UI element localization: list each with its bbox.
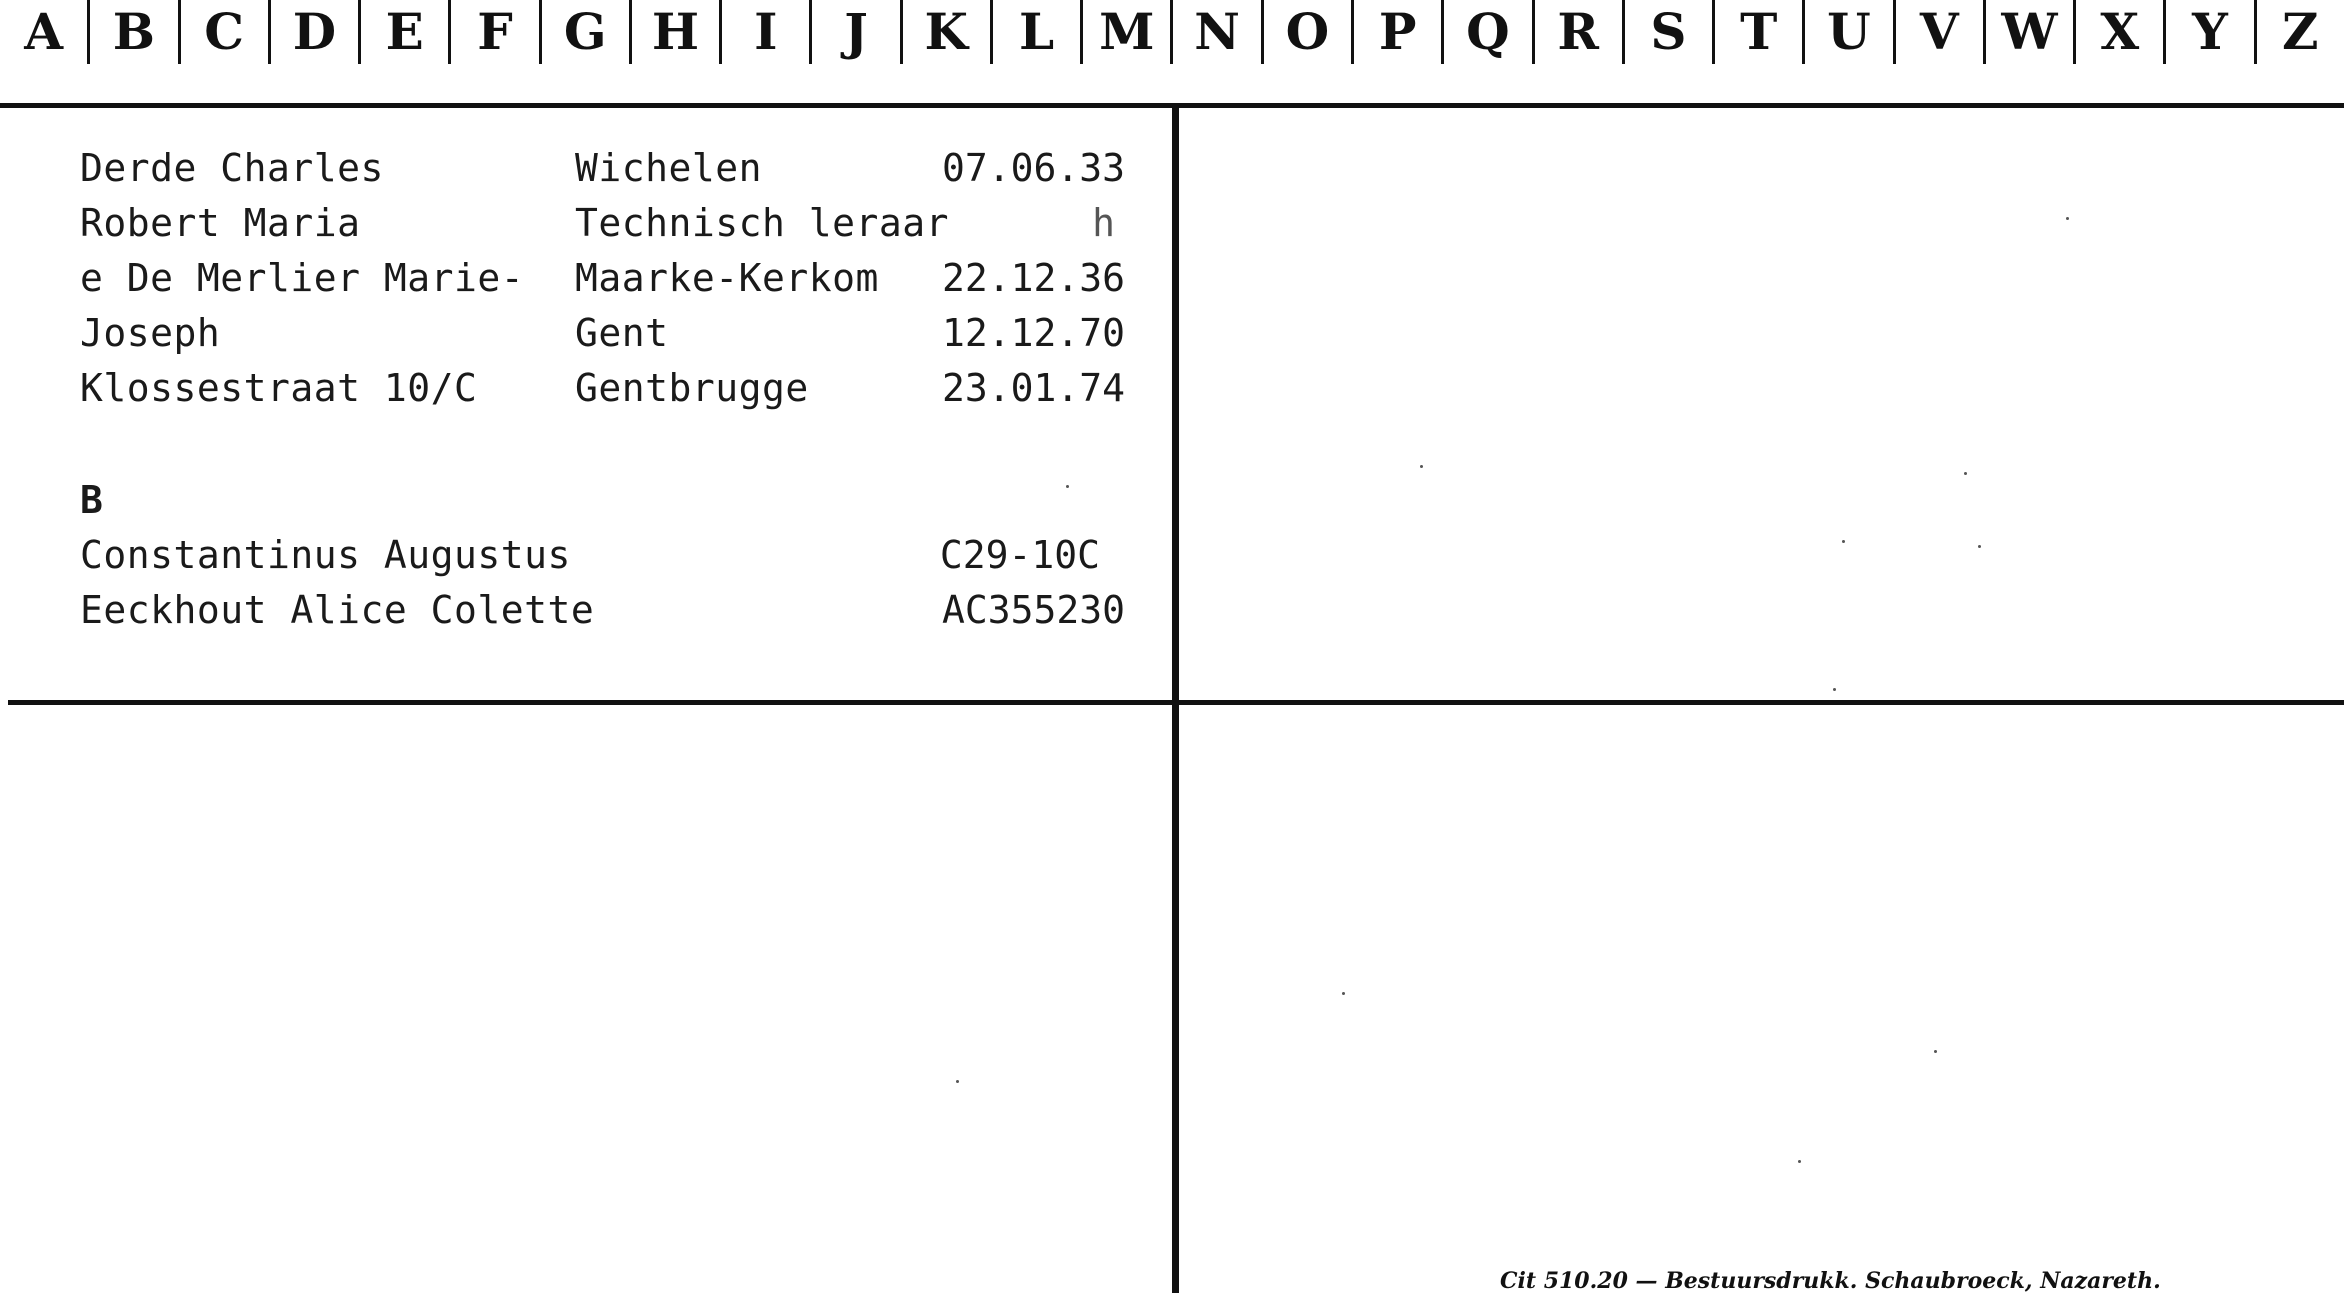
scan-speck <box>1798 1160 1801 1163</box>
tab-u: U <box>1805 0 1895 64</box>
entry-code: C29-10C <box>939 533 1100 577</box>
tab-f: F <box>451 0 541 64</box>
entry-place: Wichelen <box>575 146 763 190</box>
tab-p: P <box>1354 0 1444 64</box>
entry-name: Klossestraat 10/C <box>80 366 478 410</box>
tab-a: A <box>0 0 90 64</box>
tab-q: Q <box>1444 0 1534 64</box>
scan-speck <box>1833 688 1836 691</box>
entry-place: Gent <box>575 311 669 355</box>
entry-date: 23.01.74 <box>941 366 1125 410</box>
tab-m: M <box>1083 0 1173 64</box>
scan-speck <box>1964 472 1967 475</box>
scan-speck <box>1934 1050 1937 1053</box>
tab-g: G <box>542 0 632 64</box>
tab-z: Z <box>2282 2 2319 61</box>
tab-i: I <box>722 0 812 64</box>
entry-name: Derde Charles <box>80 146 384 190</box>
vertical-rule <box>1172 103 1179 1293</box>
section-letter: B <box>80 478 104 522</box>
tab-x: X <box>2076 0 2166 64</box>
tab-n: N <box>1173 0 1263 64</box>
entry-date: 22.12.36 <box>941 256 1125 300</box>
tab-b: B <box>90 0 180 64</box>
scan-speck <box>1420 465 1423 468</box>
tab-w: W <box>1986 0 2076 64</box>
tab-k: K <box>903 0 993 64</box>
entry-code: AC355230 <box>941 588 1125 632</box>
entry-date: h <box>1092 201 1115 245</box>
tab-o: O <box>1264 0 1354 64</box>
entry-name: Robert Maria <box>80 201 361 245</box>
tab-d: D <box>271 0 361 64</box>
tab-h: H <box>632 0 722 64</box>
entry-name: e De Merlier Marie- <box>80 256 525 300</box>
scan-speck <box>1342 992 1345 995</box>
scan-speck <box>1066 485 1069 488</box>
scan-speck <box>956 1080 959 1083</box>
entry-date: 12.12.70 <box>941 311 1125 355</box>
entry-place: Gentbrugge <box>575 366 809 410</box>
tab-y: Y <box>2166 0 2256 64</box>
scan-speck <box>1842 540 1845 543</box>
entry-name: Constantinus Augustus <box>80 533 571 577</box>
entry-name: Joseph <box>80 311 221 355</box>
scan-speck <box>2066 217 2069 220</box>
entry-place: Technisch leraar <box>575 201 950 245</box>
tab-v: V <box>1896 0 1986 64</box>
alphabet-tab-strip <box>0 0 2344 68</box>
tab-r: R <box>1535 0 1625 64</box>
tab-l: L <box>993 0 1083 64</box>
tab-e: E <box>361 0 451 64</box>
tab-t: T <box>1715 0 1805 64</box>
entry-date: 07.06.33 <box>941 146 1125 190</box>
entry-name: Eeckhout Alice Colette <box>80 588 595 632</box>
tab-s: S <box>1625 0 1715 64</box>
tab-c: C <box>181 0 271 64</box>
printer-imprint: Cit 510.20 — Bestuursdrukk. Schaubroeck, Nazareth. <box>1500 1268 2161 1294</box>
tab-j: J <box>812 0 902 64</box>
scan-speck <box>1978 545 1981 548</box>
entry-place: Maarke-Kerkom <box>575 256 879 300</box>
